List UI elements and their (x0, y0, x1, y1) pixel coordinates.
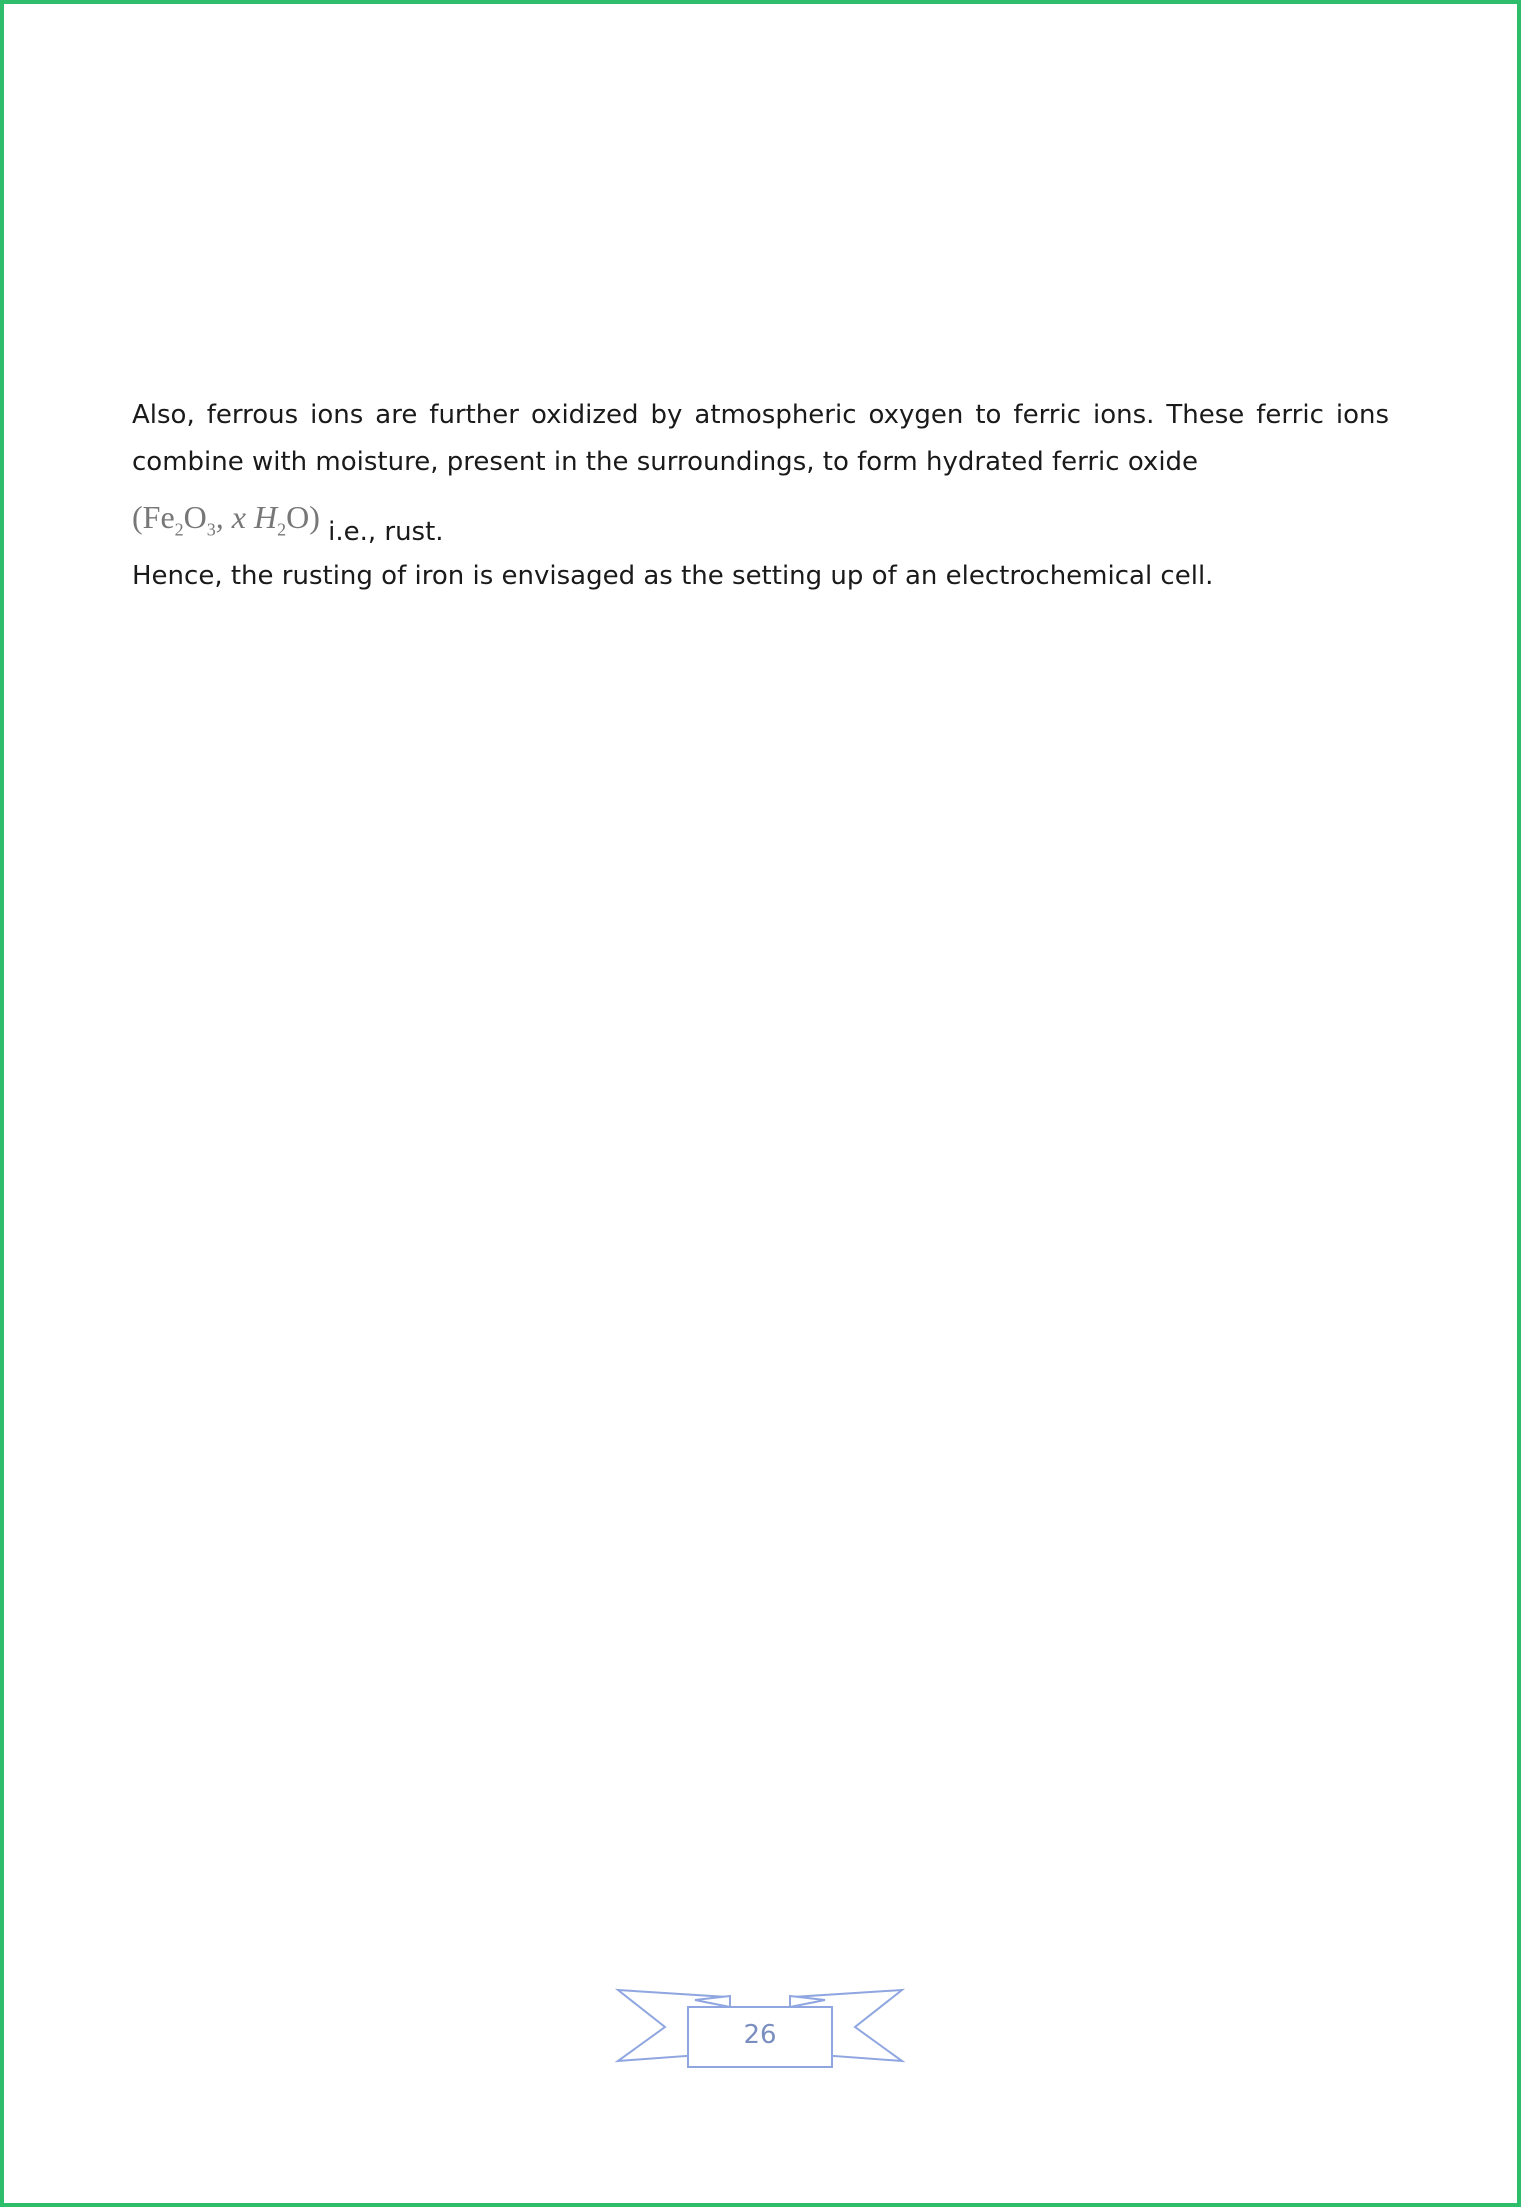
page-number: 26 (743, 2020, 777, 2050)
paragraph-text: Also, ferrous ions are further oxidized by atmospheric oxygen to ferric ions. These ferric ions combine with moisture, present in the surroundings, to form hydrated ferric oxide (132, 400, 1389, 477)
page-content (132, 392, 1389, 600)
paragraph-conclusion: Hence, the rusting of iron is envisaged as the setting up of an electrochemical cell. (132, 561, 1214, 592)
paragraph-rust-formation (132, 392, 1389, 553)
formula-suffix: i.e., rust. (328, 517, 444, 547)
page-number-banner (615, 1985, 905, 2071)
chemical-formula: ($Fe_2O_3$, x $H_2O$) (132, 499, 320, 540)
